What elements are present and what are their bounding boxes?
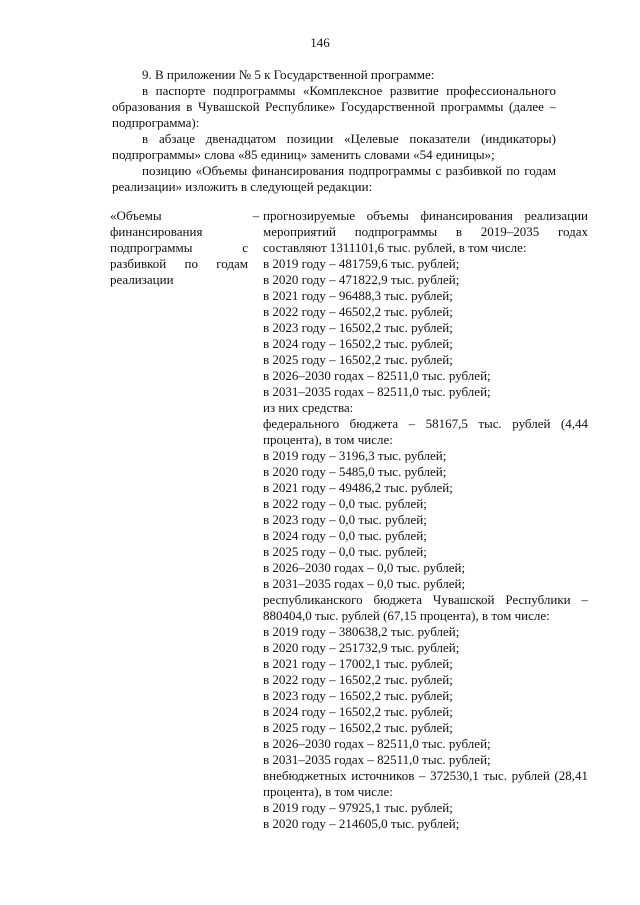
federal-budget-heading: федерального бюджета – 58167,5 тыс. рублей (4,44 процента), в том числе: <box>263 416 588 447</box>
year-line: в 2031–2035 годах – 0,0 тыс. рублей; <box>263 576 466 591</box>
intro-paragraph-1: 9. В приложении № 5 к Государственной программе: <box>142 67 435 82</box>
year-line: в 2026–2030 годах – 82511,0 тыс. рублей; <box>263 736 491 751</box>
amendment-intro <box>112 67 556 195</box>
year-line: в 2024 году – 16502,2 тыс. рублей; <box>263 704 453 719</box>
year-line: в 2026–2030 годах – 0,0 тыс. рублей; <box>263 560 466 575</box>
year-line: в 2022 году – 0,0 тыс. рублей; <box>263 496 427 511</box>
federal-years-list <box>263 448 588 592</box>
republic-years-list <box>263 624 588 768</box>
intro-paragraph-2: в паспорте подпрограммы «Комплексное развитие профессионального образования в Чувашской Республике» Государственной программы (далее – подпрограмма): <box>112 83 556 130</box>
year-line: в 2021 году – 96488,3 тыс. рублей; <box>263 288 453 303</box>
year-line: в 2024 году – 16502,2 тыс. рублей; <box>263 336 453 351</box>
intro-paragraph-4: позицию «Объемы финансирования подпрограммы с разбивкой по годам реализации» изложить в следующей редакции: <box>112 163 556 194</box>
year-line: в 2031–2035 годах – 82511,0 тыс. рублей; <box>263 752 491 767</box>
year-line: в 2026–2030 годах – 82511,0 тыс. рублей; <box>263 368 491 383</box>
position-dash: – <box>252 208 260 223</box>
year-line: в 2020 году – 5485,0 тыс. рублей; <box>263 464 447 479</box>
year-line: в 2025 году – 16502,2 тыс. рублей; <box>263 352 453 367</box>
position-title: «Объемы финансирования подпрограммы с разбивкой по годам реализации <box>110 208 248 287</box>
page-number: 146 <box>310 35 330 50</box>
year-line: в 2019 году – 3196,3 тыс. рублей; <box>263 448 447 463</box>
year-line: в 2023 году – 0,0 тыс. рублей; <box>263 512 427 527</box>
year-line: в 2022 году – 16502,2 тыс. рублей; <box>263 672 453 687</box>
financing-intro: прогнозируемые объемы финансирования реализации мероприятий подпрограммы в 2019–2035 годах составляют 1311101,6 тыс. рублей, в том числе: <box>263 208 588 255</box>
year-line: в 2023 году – 16502,2 тыс. рублей; <box>263 688 453 703</box>
year-line: в 2019 году – 380638,2 тыс. рублей; <box>263 624 460 639</box>
year-line: в 2020 году – 214605,0 тыс. рублей; <box>263 816 460 831</box>
republic-budget-heading: республиканского бюджета Чувашской Республики – 880404,0 тыс. рублей (67,15 процента), в том числе: <box>263 592 588 623</box>
year-line: в 2025 году – 16502,2 тыс. рублей; <box>263 720 453 735</box>
year-line: в 2023 году – 16502,2 тыс. рублей; <box>263 320 453 335</box>
offbudget-heading: внебюджетных источников – 372530,1 тыс. рублей (28,41 процента), в том числе: <box>263 768 588 799</box>
intro-paragraph-3: в абзаце двенадцатом позиции «Целевые показатели (индикаторы) подпрограммы» слова «85 единиц» заменить словами «54 единицы»; <box>112 131 556 162</box>
year-line: в 2021 году – 17002,1 тыс. рублей; <box>263 656 453 671</box>
year-line: в 2031–2035 годах – 82511,0 тыс. рублей; <box>263 384 491 399</box>
year-line: в 2020 году – 471822,9 тыс. рублей; <box>263 272 460 287</box>
total-years-list <box>263 256 588 400</box>
of-them-label: из них средства: <box>263 400 354 415</box>
year-line: в 2022 году – 46502,2 тыс. рублей; <box>263 304 453 319</box>
year-line: в 2019 году – 97925,1 тыс. рублей; <box>263 800 453 815</box>
year-line: в 2019 году – 481759,6 тыс. рублей; <box>263 256 460 271</box>
year-line: в 2020 году – 251732,9 тыс. рублей; <box>263 640 460 655</box>
year-line: в 2025 году – 0,0 тыс. рублей; <box>263 544 427 559</box>
year-line: в 2021 году – 49486,2 тыс. рублей; <box>263 480 453 495</box>
offbudget-years-list <box>263 800 588 832</box>
position-content <box>263 208 588 832</box>
year-line: в 2024 году – 0,0 тыс. рублей; <box>263 528 427 543</box>
